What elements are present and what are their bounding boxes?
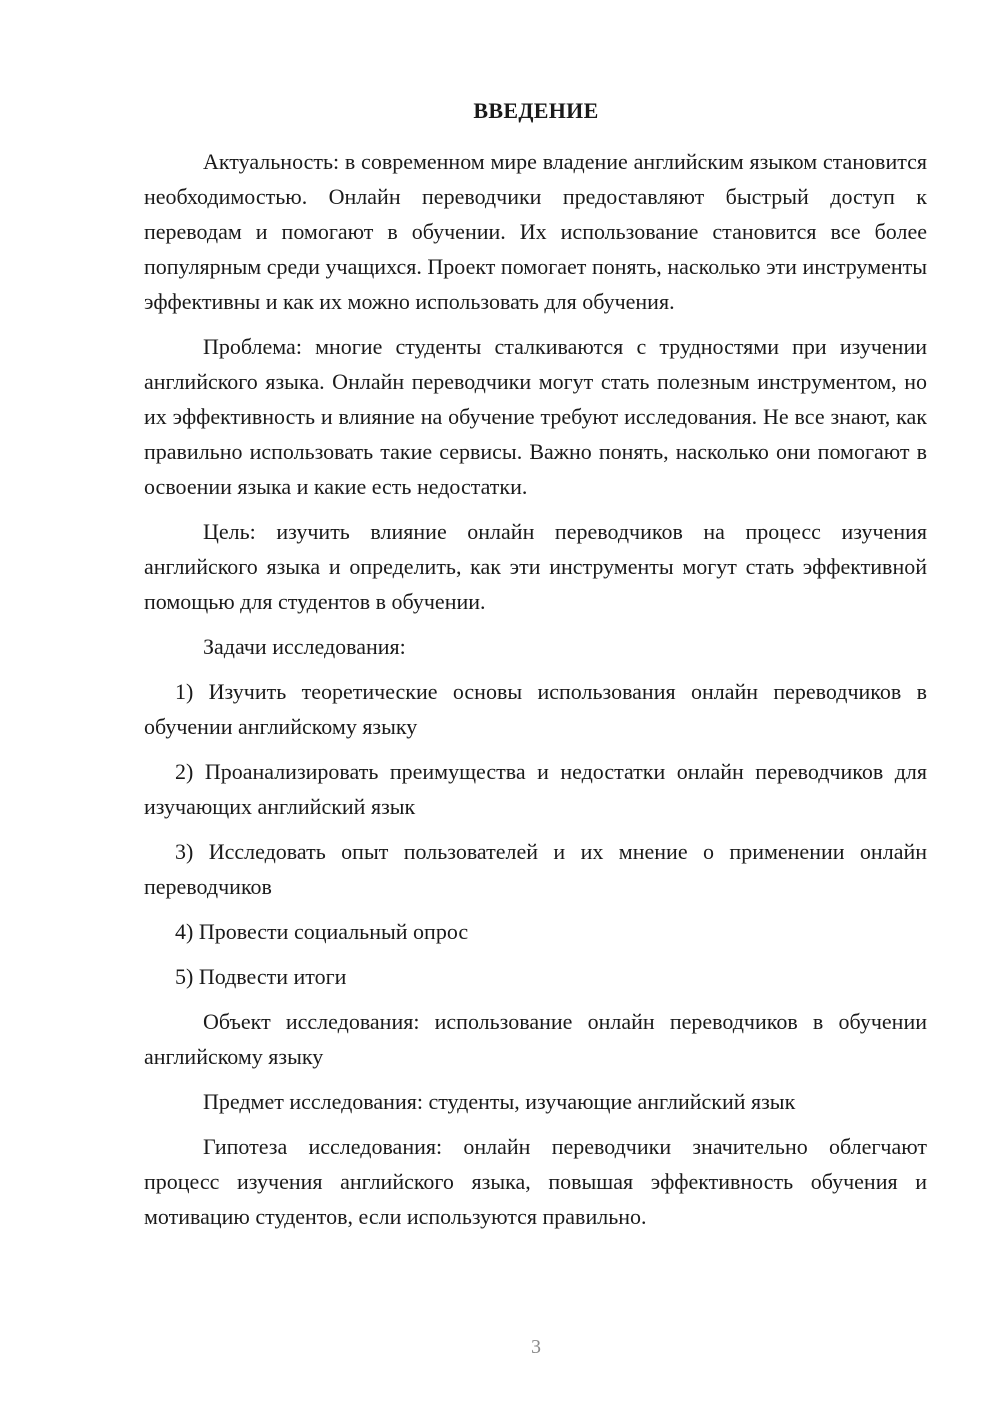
task-item-4: 4) Провести социальный опрос bbox=[175, 919, 469, 944]
subject-paragraph: Предмет исследования: студенты, изучающие английский язык bbox=[203, 1089, 796, 1114]
relevance-paragraph: Актуальность: в современном мире владение английским языком становится необходимостью. Онлайн переводчики предоставляют быстрый доступ к переводам и помогают в обучении. Их использование становится все более популярным среди учащихся. Проект помогает понять, насколько эти инструменты эффективны и как их можно использовать для обучения. bbox=[144, 149, 927, 314]
goal-paragraph: Цель: изучить влияние онлайн переводчиков на процесс изучения английского языка и определить, как эти инструменты могут стать эффективной помощью для студентов в обучении. bbox=[144, 519, 927, 614]
task-item-5: 5) Подвести итоги bbox=[175, 964, 347, 989]
task-item-2: 2) Проанализировать преимущества и недостатки онлайн переводчиков для изучающих английский язык bbox=[144, 759, 927, 819]
problem-paragraph: Проблема: многие студенты сталкиваются с трудностями при изучении английского языка. Онлайн переводчики могут стать полезным инструментом, но их эффективность и влияние на обучение требуют исследования. Не все знают, как правильно использовать такие сервисы. Важно понять, насколько они помогают в освоении языка и какие есть недостатки. bbox=[144, 334, 927, 499]
object-paragraph: Объект исследования: использование онлайн переводчиков в обучении английскому языку bbox=[144, 1009, 927, 1069]
document-body bbox=[144, 144, 927, 1244]
task-item-1: 1) Изучить теоретические основы использования онлайн переводчиков в обучении английскому языку bbox=[144, 679, 927, 739]
tasks-heading: Задачи исследования: bbox=[203, 634, 406, 659]
page-number: 3 bbox=[531, 1336, 541, 1358]
hypothesis-paragraph: Гипотеза исследования: онлайн переводчики значительно облегчают процесс изучения английского языка, повышая эффективность обучения и мотивацию студентов, если используются правильно. bbox=[144, 1134, 927, 1229]
task-item-3: 3) Исследовать опыт пользователей и их мнение о применении онлайн переводчиков bbox=[144, 839, 927, 899]
section-heading: ВВЕДЕНИЕ bbox=[473, 98, 599, 123]
